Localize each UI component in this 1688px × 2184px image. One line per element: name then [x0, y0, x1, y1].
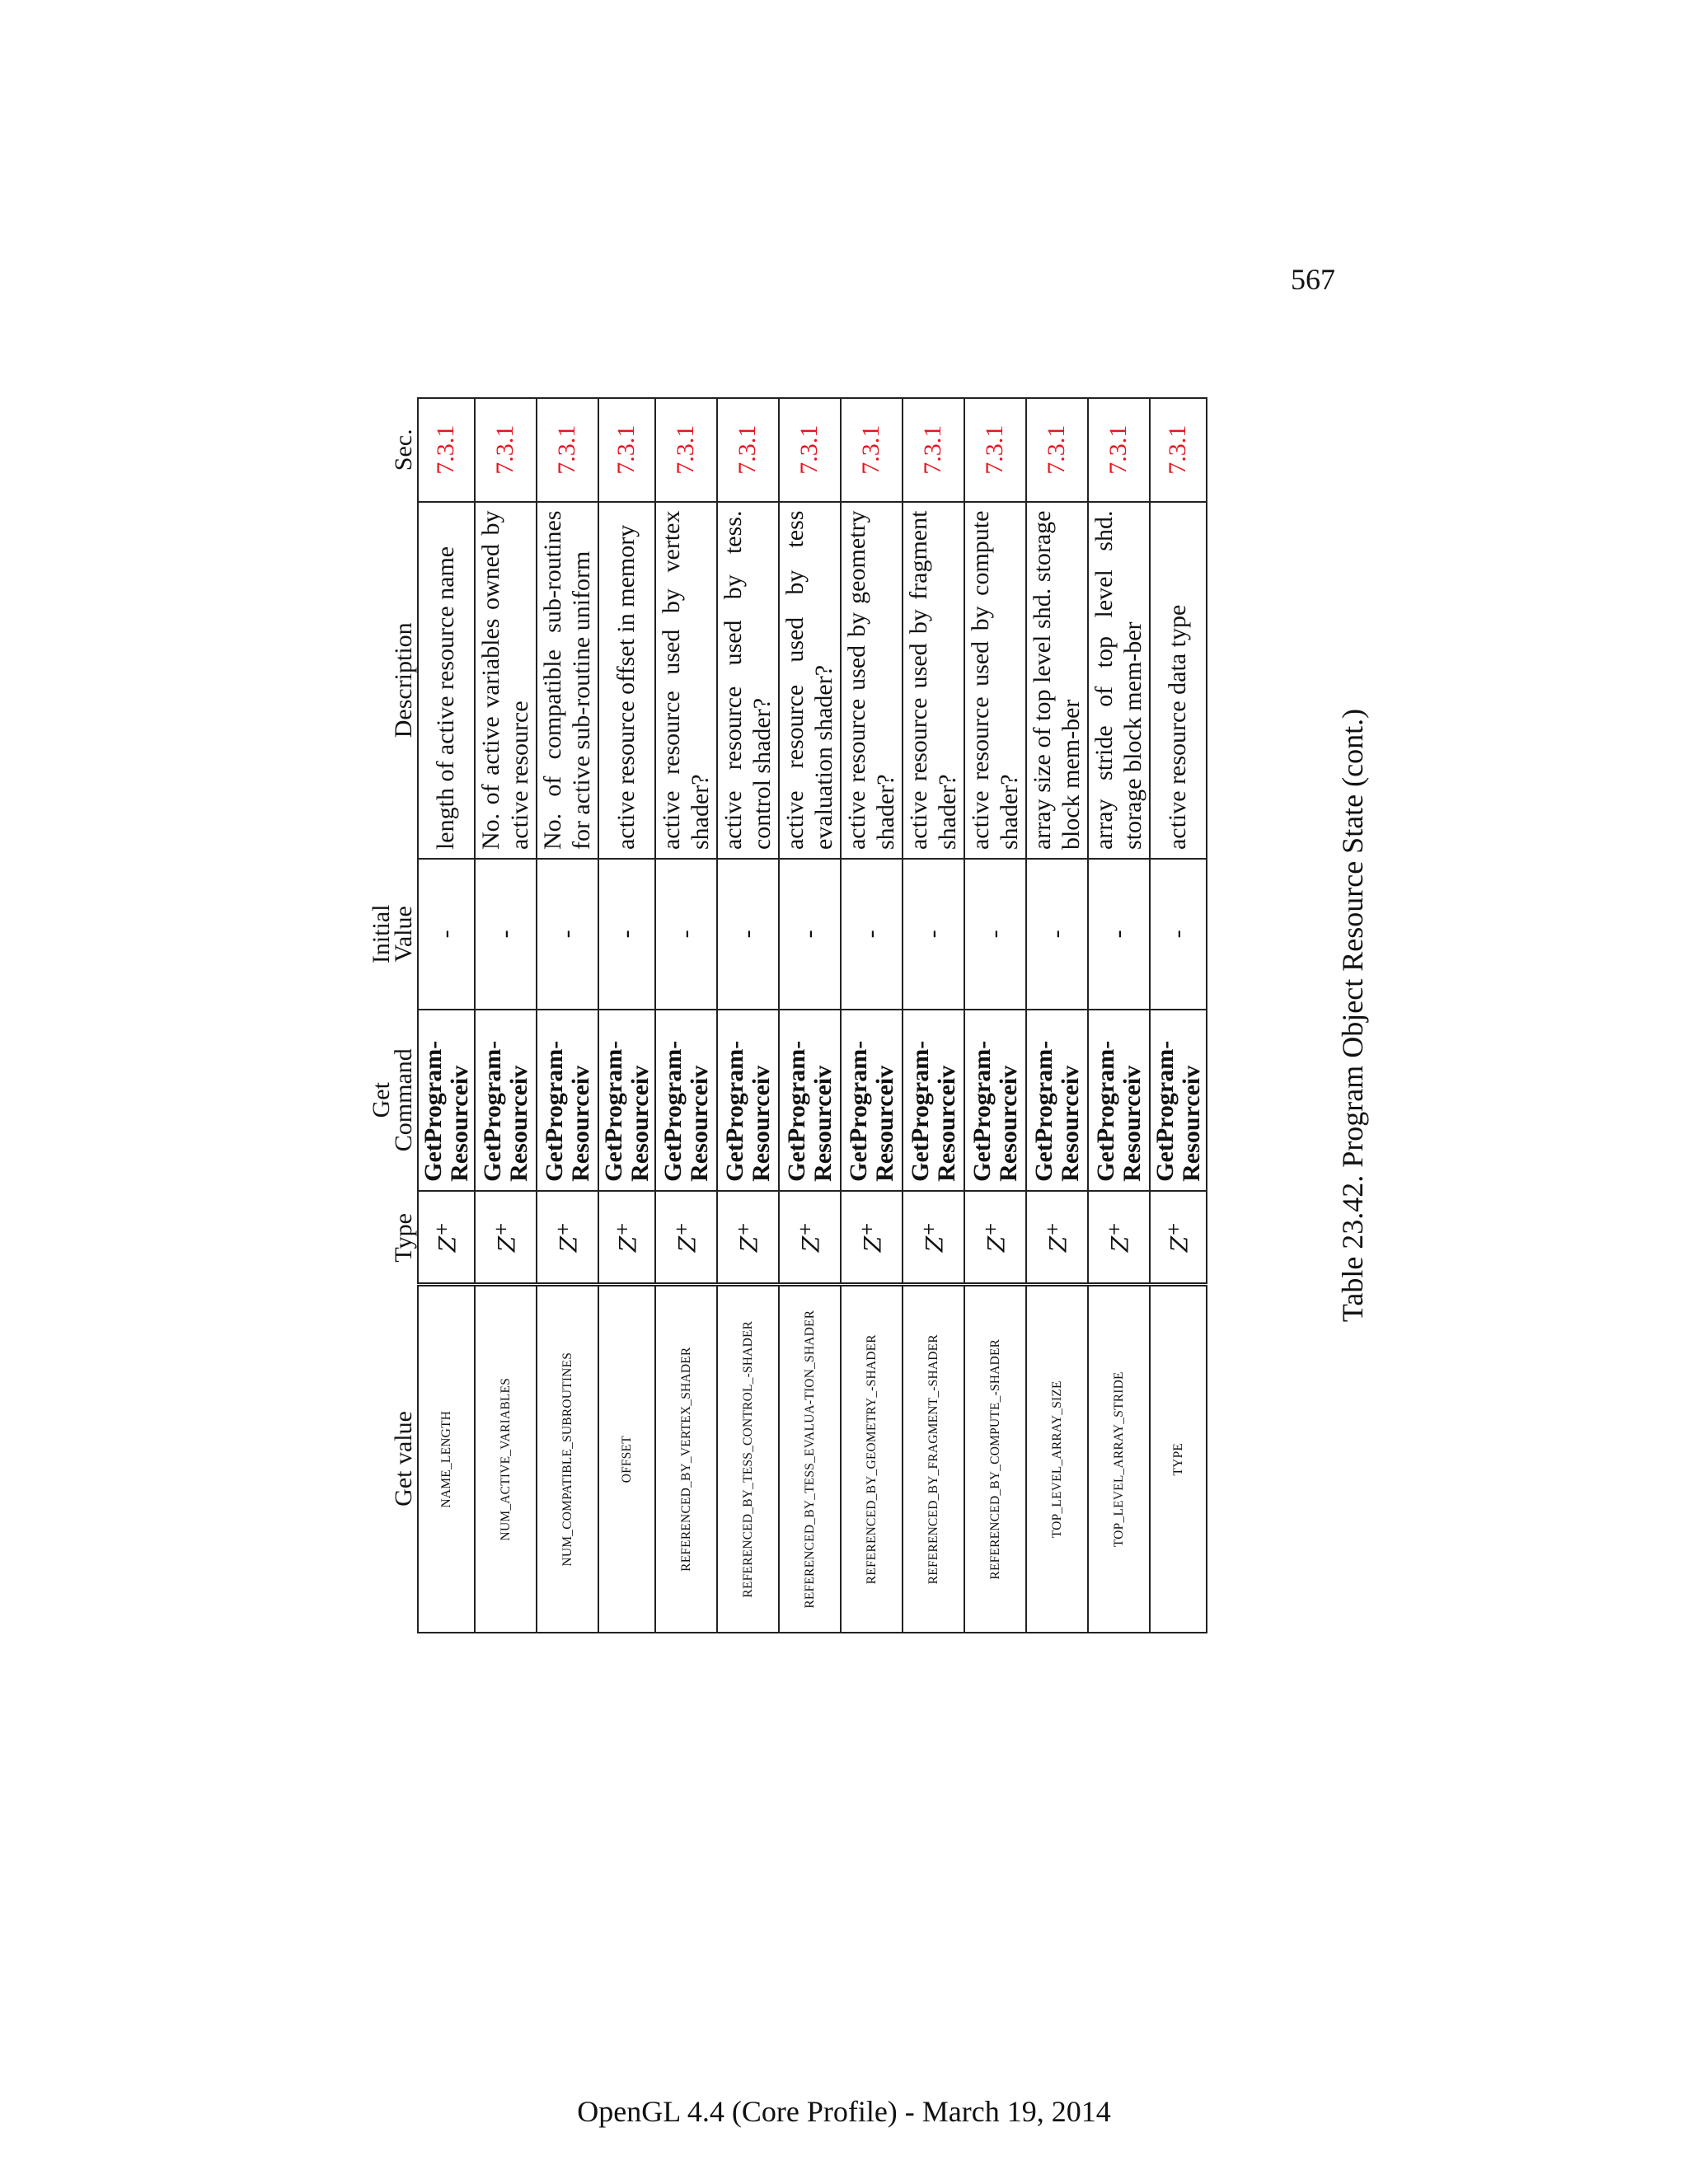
initial-value-cell: - — [598, 859, 655, 1010]
description-cell: No. of active variables owned by active resource — [475, 502, 537, 860]
table-body — [418, 398, 1207, 1633]
type-cell: Z+ — [841, 1191, 903, 1285]
type-cell: Z+ — [418, 1191, 475, 1285]
table-row — [1026, 398, 1088, 1633]
table-caption: Table 23.42. Program Object Resource State (cont.) — [1336, 708, 1369, 1323]
rotated-table-container — [354, 397, 1369, 1633]
description-cell: active resource used by tess. control shader? — [717, 502, 779, 860]
get-value-cell: REFERENCED_BY_TESS_CONTROL_-SHADER — [717, 1285, 779, 1633]
type-cell: Z+ — [779, 1191, 841, 1285]
get-command-cell: GetProgram-Resourceiv — [655, 1010, 717, 1191]
initial-value-cell: - — [964, 859, 1026, 1010]
header-sec: Sec. — [390, 429, 418, 471]
description-cell: active resource used by geometry shader? — [841, 502, 903, 860]
type-cell: Z+ — [598, 1191, 655, 1285]
page-number: 567 — [1291, 263, 1335, 296]
section-link[interactable]: 7.3.1 — [1150, 398, 1207, 502]
table-row — [717, 398, 779, 1633]
section-link[interactable]: 7.3.1 — [1088, 398, 1150, 502]
description-cell: active resource used by vertex shader? — [655, 502, 717, 860]
get-command-cell: GetProgram-Resourceiv — [779, 1010, 841, 1191]
get-command-cell: GetProgram-Resourceiv — [537, 1010, 598, 1191]
table-row — [964, 398, 1026, 1633]
table-row — [779, 398, 841, 1633]
section-link[interactable]: 7.3.1 — [655, 398, 717, 502]
description-cell: No. of compatible sub-routines for active sub-routine uniform — [537, 502, 598, 860]
header-get-command: Get Command — [367, 1048, 418, 1152]
initial-value-cell: - — [1150, 859, 1207, 1010]
table-row — [1088, 398, 1150, 1633]
get-command-cell: GetProgram-Resourceiv — [475, 1010, 537, 1191]
section-link[interactable]: 7.3.1 — [841, 398, 903, 502]
description-cell: length of active resource name — [418, 502, 475, 860]
initial-value-cell: - — [779, 859, 841, 1010]
get-command-cell: GetProgram-Resourceiv — [903, 1010, 964, 1191]
get-command-cell: GetProgram-Resourceiv — [418, 1010, 475, 1191]
description-cell: array size of top level shd. storage block mem-ber — [1026, 502, 1088, 860]
table-row — [903, 398, 964, 1633]
table-row — [475, 398, 537, 1633]
get-value-cell: NUM_COMPATIBLE_SUBROUTINES — [537, 1285, 598, 1633]
header-get-value: Get value — [390, 1411, 418, 1507]
initial-value-cell: - — [841, 859, 903, 1010]
get-value-cell: REFERENCED_BY_GEOMETRY_-SHADER — [841, 1285, 903, 1633]
initial-value-cell: - — [717, 859, 779, 1010]
get-value-cell: TOP_LEVEL_ARRAY_SIZE — [1026, 1285, 1088, 1633]
program-resource-state-table — [354, 397, 1207, 1633]
get-value-cell: NAME_LENGTH — [418, 1285, 475, 1633]
get-command-cell: GetProgram-Resourceiv — [1026, 1010, 1088, 1191]
get-command-cell: GetProgram-Resourceiv — [717, 1010, 779, 1191]
get-value-cell: TOP_LEVEL_ARRAY_STRIDE — [1088, 1285, 1150, 1633]
initial-value-cell: - — [475, 859, 537, 1010]
get-command-cell: GetProgram-Resourceiv — [1150, 1010, 1207, 1191]
get-command-cell: GetProgram-Resourceiv — [841, 1010, 903, 1191]
initial-value-cell: - — [1026, 859, 1088, 1010]
initial-value-cell: - — [1088, 859, 1150, 1010]
initial-value-cell: - — [903, 859, 964, 1010]
type-cell: Z+ — [717, 1191, 779, 1285]
header-initial-value: Initial Value — [367, 904, 418, 964]
section-link[interactable]: 7.3.1 — [717, 398, 779, 502]
table-row — [537, 398, 598, 1633]
section-link[interactable]: 7.3.1 — [537, 398, 598, 502]
description-cell: active resource used by fragment shader? — [903, 502, 964, 860]
section-link[interactable]: 7.3.1 — [964, 398, 1026, 502]
type-cell: Z+ — [1026, 1191, 1088, 1285]
table-header-row — [354, 398, 418, 1633]
description-cell: active resource offset in memory — [598, 502, 655, 860]
get-command-cell: GetProgram-Resourceiv — [1088, 1010, 1150, 1191]
table-row — [418, 398, 475, 1633]
get-value-cell: TYPE — [1150, 1285, 1207, 1633]
type-cell: Z+ — [964, 1191, 1026, 1285]
section-link[interactable]: 7.3.1 — [418, 398, 475, 502]
get-value-cell: REFERENCED_BY_FRAGMENT_-SHADER — [903, 1285, 964, 1633]
initial-value-cell: - — [537, 859, 598, 1010]
table-row — [655, 398, 717, 1633]
type-cell: Z+ — [903, 1191, 964, 1285]
get-value-cell: REFERENCED_BY_TESS_EVALUA-TION_SHADER — [779, 1285, 841, 1633]
get-value-cell: REFERENCED_BY_VERTEX_SHADER — [655, 1285, 717, 1633]
section-link[interactable]: 7.3.1 — [598, 398, 655, 502]
initial-value-cell: - — [655, 859, 717, 1010]
section-link[interactable]: 7.3.1 — [903, 398, 964, 502]
initial-value-cell: - — [418, 859, 475, 1010]
description-cell: active resource data type — [1150, 502, 1207, 860]
get-value-cell: OFFSET — [598, 1285, 655, 1633]
description-cell: array stride of top level shd. storage block mem-ber — [1088, 502, 1150, 860]
get-value-cell: REFERENCED_BY_COMPUTE_-SHADER — [964, 1285, 1026, 1633]
table-row — [841, 398, 903, 1633]
table-row — [1150, 398, 1207, 1633]
section-link[interactable]: 7.3.1 — [779, 398, 841, 502]
type-cell: Z+ — [1150, 1191, 1207, 1285]
get-command-cell: GetProgram-Resourceiv — [964, 1010, 1026, 1191]
table-row — [598, 398, 655, 1633]
section-link[interactable]: 7.3.1 — [475, 398, 537, 502]
header-type: Type — [390, 1213, 418, 1263]
page-footer: OpenGL 4.4 (Core Profile) - March 19, 2014 — [577, 2095, 1111, 2128]
description-cell: active resource used by tess evaluation shader? — [779, 502, 841, 860]
type-cell: Z+ — [475, 1191, 537, 1285]
section-link[interactable]: 7.3.1 — [1026, 398, 1088, 502]
get-command-cell: GetProgram-Resourceiv — [598, 1010, 655, 1191]
type-cell: Z+ — [655, 1191, 717, 1285]
type-cell: Z+ — [1088, 1191, 1150, 1285]
type-cell: Z+ — [537, 1191, 598, 1285]
get-value-cell: NUM_ACTIVE_VARIABLES — [475, 1285, 537, 1633]
description-cell: active resource used by compute shader? — [964, 502, 1026, 860]
header-description: Description — [390, 622, 418, 738]
